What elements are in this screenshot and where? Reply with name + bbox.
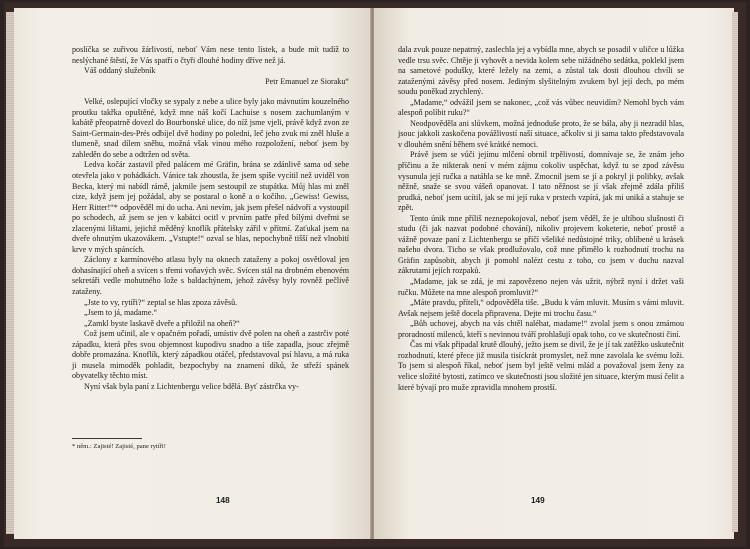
paragraph: „Madame, jak se zdá, je mi zapovězeno nejen vás užrit, nýbrž nyní i držet vaši ručku. Můžete na mne alespoň promluvit?“ [398, 277, 684, 297]
paragraph: „Jsem to já, madame.“ [84, 308, 158, 318]
left-page-edges [6, 12, 14, 534]
paragraph: Záclony z karmínového atlasu byly na oknech zataženy a pokoj osvětloval jen dohasínající oheň a svícen s třemi voňavých svěc. Svícen stál na drobném ebenovém sekretáři vedle mohutného lože s baldachýnem, jehož závěsy byly rovněž pečlivě zataženy. [72, 255, 349, 297]
paragraph: Čas mi však připadal krutě dlouhý, ježto jsem se divil, že je jí tak zatěžko uskutečnit rozhodnutí, které přece již musila tisíckrát promyslet, než mne zavolala ke svému loži. To jsem si alespoň říkal, neboť jsem byl ještě velmi mlád a považoval jsem ženy za velice složité bytosti, zatímco ve skutečnosti jsou složité jen situace, kterým musí čelit a které bývají pro muže zpravidla mnohem prostší. [398, 340, 684, 392]
paragraph: „Jste to vy, rytíři?“ zeptal se hlas zpoza závěsů. [84, 297, 238, 307]
letter-closing: Váš oddaný služebník [84, 66, 156, 76]
footnote [72, 438, 352, 451]
paragraph: poslíčka se zuřivou žárlivostí, neboť Vám nese tento lístek, a bude mít tudíž to neslýchané štěstí, že Vás spatří o čtyři dlouhé hodiny dříve než já. [72, 45, 349, 65]
right-page [374, 8, 734, 539]
paragraph: Neodpověděla ani slůvkem, možná jednoduše proto, že se bála, aby ji nezradil hlas, jsouc jakkoli zaskočena povážlivostí naší situace, ačkoliv si ji sama takto představovala v dlouhém snění během své krátké nemoci. [398, 118, 684, 149]
paragraph: Velké, oslepující vločky se sypaly z nebe a ulice byly jako mávnutím kouzelného proutku takřka opuštěné, když mne náš kočí Lachuise s nosem zachumlaným v kabátě přeopatrně dovezl do Bourbonské ulice, do níž jsme vjeli, právě když zvon ze Saint-Germain-des-Prés odbíjel dvě hodiny po poledni, leč jeho zvuk mi zněl hluše a tlumeně, snad dílem sněhu, možná však vinou mého rozpoložení, neboť jsem by zahleděn do sebe a odtržen od světa. [72, 97, 349, 159]
paragraph: „Máte pravdu, příteli,“ odpověděla tiše. „Budu k vám mluvit. Musím s vámi mluvit. Avšak nejsem ještě docela připravena. Dejte mi trochu času.“ [398, 298, 684, 318]
paragraph: Tento únik mne příliš neznepokojoval, neboť jsem věděl, že je ultíbou slušnosti či studu (či jak nazvat podobné chování), nikoliv projevem koketerie, neboť prostě a vážně povaze paní z Lichtenbergu se příčí všeliké nedůstojné triky, oblíbené u krásek našeho dvora. Ticho se však prodlužovalo, což mne přimělo k rozhodnutí trochu na Gräfin zapůsobit, abych ji pomohl nalézt cestu z toho, co jsem v duchu nazval zákrutami jejích rozpaků. [398, 213, 684, 276]
footnote-text: * něm.: Zajisté! Zajisté, pane rytíři! [72, 443, 166, 450]
paragraph: dala zvuk pouze nepatrný, zaslechla jej a vybídla mne, abych se posadil v uličce u lůžka vedle trsu svěc. Chtěje ji vyhovět a nevida kolem sebe nižádného sedátka, poklekl jsem na sametové podušky, které ležely na zemi, a zůstal tak dosti dlouhou chvíli se zataženými závěsy před nosem. Jediným slyšitelným zvukem byl její dech, po mém soudu poněkud zrychlený. [398, 45, 684, 97]
paragraph: Ledva kočár zastavil před palácem mé Gräfin, brána se zdánlivě sama od sebe otevřela jako v pohádkách. Vánice tak zhoustla, že jsem spíše vycítil než uviděl von Becka, který mi nabídl rámě, jakmile jsem sestoupil ze stupátka. Můj hlas mi zněl cize, když jsem jej požádal, aby se postaral o koně a o kočího. „Gewiss! Gewiss, Herr Ritter!“* odpověděl mi do ucha. Ani nevím, jak jsem přešel nádvoří a vystoupil po schodech, až jsem se jen v kabátci ocitl v prvním patře před bílými dveřmi se zlacenými lištami, jejichž měděný knoflík přátelsky zářil v přítmí. Zaťukal jsem na dveře ohnutým ukazovákem. „Vstupte!“ ozval se hlas, nepochybně tišší než vlnobití krve v mých spáncích. [72, 160, 349, 254]
footnote-rule [72, 438, 142, 439]
paragraph: Nyní však byla paní z Lichtenbergu velice bdělá. Byť zástrčka vy- [84, 381, 299, 391]
right-page-edges [732, 12, 738, 532]
paragraph: „Zamkl byste laskavě dveře a přiložil na oheň?“ [84, 318, 240, 328]
paragraph: Právě jsem se vůči jejímu mlčení obrnil trpělivostí, domnívaje se, že znám jeho příčinu a že nikterak není v mém zájmu cokoliv uspěchat, když tu se zpod závěsu vysunula její ručka a natáhla se ke mně. Zmocnil jsem se jí a pokryl ji polibky, avšak něžně, snaže se svou vášeň opanovat. I tato něžnost se jí však zřejmě zdála příliš prudká, neboť jsem ucítil, jak se mi její ruka v prstech vzpírá, jak mi uniká a stahuje se zpět. [398, 150, 684, 213]
paragraph: „Madame,“ odvážil jsem se nakonec, „což vás vůbec neuvidím? Nemohl bych vám alespoň políbit ruku?“ [398, 97, 684, 118]
left-page [14, 8, 371, 539]
page-number: 148 [216, 496, 230, 505]
open-book [4, 2, 746, 547]
letter-signature: Petr Emanuel ze Sioraku“ [265, 76, 349, 86]
paragraph: „Bůh uchovej, abych na vás chtěl naléhat, madame!“ zvolal jsem s onou zmámou proradností milenců, kteří s nevinnou tváří prohlašují opak toho, co ve skutečnosti činí. [398, 319, 684, 339]
page-number: 149 [531, 496, 545, 505]
paragraph: Což jsem učinil, ale v opačném pořadí, umístiv dvě polen na oheň a zastrčiv poté západku, která přes svou objemnost kupodivu snadno a tiše zapadla, jsouc zřejmě dobře promazána. Knoflík, který západkou otáčel, představoval psí hlavu, a má ruka ji musela mimoděk pohladit, bezpochyby na znamení díků, že střeží spánek obyvatelky těchto míst. [72, 329, 349, 381]
